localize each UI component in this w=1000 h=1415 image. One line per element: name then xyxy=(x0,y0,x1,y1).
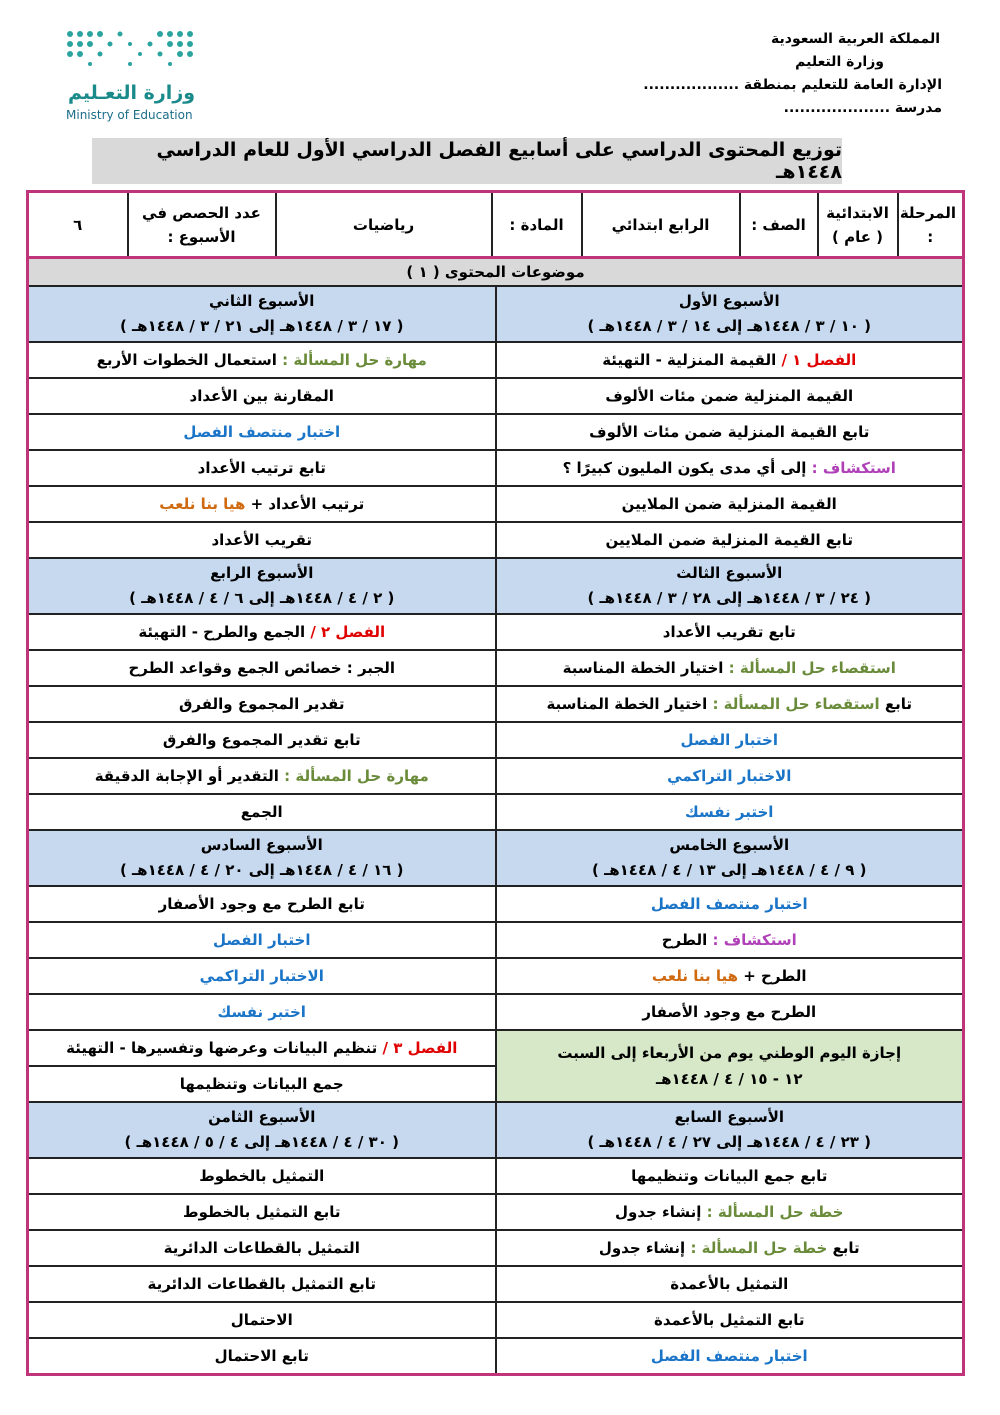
lesson-cell xyxy=(496,450,964,486)
lesson-cell: تقريب الأعداد xyxy=(28,522,496,558)
periods-value: ٦ xyxy=(28,192,128,259)
lesson-cell: القيمة المنزلية ضمن الملايين xyxy=(496,486,964,522)
week-name: الأسبوع الرابع xyxy=(210,564,314,582)
lesson-cell: تابع تقدير المجموع والفرق xyxy=(28,722,496,758)
game-label: هيا بنا نلعب xyxy=(159,495,246,513)
skill-label: خطة حل المسألة : xyxy=(706,1203,844,1221)
week-dates: ( ١٧ / ٣ / ١٤٤٨هـ إلى ٢١ / ٣ / ١٤٤٨هـ ) xyxy=(119,317,404,335)
lesson-text: ترتيب الأعداد + xyxy=(245,495,365,513)
lesson-cell xyxy=(496,342,964,378)
lesson-cell xyxy=(496,650,964,686)
lesson-cell xyxy=(496,958,964,994)
lesson-cell: تابع القيمة المنزلية ضمن الملايين xyxy=(496,522,964,558)
lesson-cell xyxy=(28,614,496,650)
lesson-cell: الجمع xyxy=(28,794,496,830)
stage-label: المرحلة : xyxy=(898,192,964,259)
skill-label: مهارة حل المسألة : xyxy=(284,767,429,785)
game-label: هيا بنا نلعب xyxy=(651,967,739,985)
lesson-cell: تابع التمثيل بالخطوط xyxy=(28,1194,496,1230)
week-header xyxy=(496,286,964,342)
document-title: توزيع المحتوى الدراسي على أسابيع الفصل الدراسي الأول للعام الدراسي ١٤٤٨هـ xyxy=(92,138,842,184)
lesson-cell: التمثيل بالقطاعات الدائرية xyxy=(28,1230,496,1266)
test-cell: الاختبار التراكمي xyxy=(28,958,496,994)
explore-label: استكشاف : xyxy=(811,459,896,477)
lesson-cell: تابع الطرح مع وجود الأصفار xyxy=(28,886,496,922)
lesson-cell: التمثيل بالخطوط xyxy=(28,1158,496,1194)
info-row xyxy=(28,192,964,259)
week-name: الأسبوع الأول xyxy=(678,292,780,310)
holiday-title: إجازة اليوم الوطني يوم من الأربعاء إلى السبت xyxy=(557,1044,902,1062)
kingdom-name: المملكة العربية السعودية xyxy=(771,31,940,47)
subject-label: المادة : xyxy=(492,192,582,259)
test-cell: اختبر نفسك xyxy=(496,794,964,830)
week-header xyxy=(28,1102,496,1158)
lesson-cell xyxy=(496,1194,964,1230)
logo-dots-icon xyxy=(60,26,210,76)
grade-label: الصف : xyxy=(740,192,818,259)
lesson-cell xyxy=(28,1030,496,1066)
lesson-text: الطرح xyxy=(661,931,713,949)
lesson-cell: تابع القيمة المنزلية ضمن مئات الألوف xyxy=(496,414,964,450)
lesson-cell: تابع تقريب الأعداد xyxy=(496,614,964,650)
lesson-cell: تابع الاحتمال xyxy=(28,1338,496,1375)
lesson-cell: تابع التمثيل بالقطاعات الدائرية xyxy=(28,1266,496,1302)
admin-line: الإدارة العامة للتعليم بمنطقة .................. xyxy=(643,77,942,93)
lesson-cell: الجبر : خصائص الجمع وقواعد الطرح xyxy=(28,650,496,686)
lesson-text: إلى أي مدى يكون المليون كبيرًا ؟ xyxy=(562,459,812,477)
week-name: الأسبوع الخامس xyxy=(669,836,790,854)
skill-label: استقصاء حل المسألة : xyxy=(712,695,880,713)
lesson-cell xyxy=(28,342,496,378)
periods-label: عدد الحصص في الأسبوع : xyxy=(128,192,276,259)
week-dates: ( ١٠ / ٣ / ١٤٤٨هـ إلى ١٤ / ٣ / ١٤٤٨هـ ) xyxy=(587,317,872,335)
test-cell: اختبر نفسك xyxy=(28,994,496,1030)
lesson-cell: تابع جمع البيانات وتنظيمها xyxy=(496,1158,964,1194)
week-header xyxy=(28,830,496,886)
week-dates: ( ٩ / ٤ / ١٤٤٨هـ إلى ١٣ / ٤ / ١٤٤٨هـ ) xyxy=(592,861,867,879)
test-cell: اختبار الفصل xyxy=(28,922,496,958)
week-dates: ( ٢٣ / ٤ / ١٤٤٨هـ إلى ٢٧ / ٤ / ١٤٤٨هـ ) xyxy=(587,1133,872,1151)
lesson-cell: الطرح مع وجود الأصفار xyxy=(496,994,964,1030)
stage-value: الابتدائية ( عام ) xyxy=(818,192,898,259)
week-name: الأسبوع الثاني xyxy=(209,292,315,310)
lesson-cell: تابع ترتيب الأعداد xyxy=(28,450,496,486)
logo-english-text: Ministry of Education xyxy=(66,108,193,122)
lesson-cell: التمثيل بالأعمدة xyxy=(496,1266,964,1302)
lesson-cell xyxy=(496,1230,964,1266)
week-header xyxy=(496,558,964,614)
week-name: الأسبوع السادس xyxy=(200,836,323,854)
grade-value: الرابع ابتدائي xyxy=(582,192,740,259)
lesson-cell: جمع البيانات وتنظيمها xyxy=(28,1066,496,1102)
week-header xyxy=(496,1102,964,1158)
week-dates: ( ١٦ / ٤ / ١٤٤٨هـ إلى ٢٠ / ٤ / ١٤٤٨هـ ) xyxy=(119,861,404,879)
chapter-label: الفصل ١ / xyxy=(781,351,857,369)
lesson-text: استعمال الخطوات الأربع xyxy=(96,351,283,369)
lesson-cell xyxy=(496,922,964,958)
week-name: الأسبوع السابع xyxy=(674,1108,785,1126)
week-dates: ( ٣٠ / ٤ / ١٤٤٨هـ إلى ٤ / ٥ / ١٤٤٨هـ ) xyxy=(124,1133,399,1151)
chapter-label: الفصل ٣ / xyxy=(382,1039,458,1057)
lesson-text: تابع xyxy=(827,1239,860,1257)
topics-header: موضوعات المحتوى ( ١ ) xyxy=(28,258,964,287)
lesson-cell xyxy=(28,486,496,522)
skill-label: خطة حل المسألة : xyxy=(690,1239,828,1257)
lesson-cell xyxy=(28,758,496,794)
lesson-text: إنشاء جدول xyxy=(615,1203,707,1221)
school-line: مدرسة .................... xyxy=(783,100,942,116)
lesson-cell: المقارنة بين الأعداد xyxy=(28,378,496,414)
week-header xyxy=(28,286,496,342)
lesson-cell: تقدير المجموع والفرق xyxy=(28,686,496,722)
test-cell: اختبار منتصف الفصل xyxy=(28,414,496,450)
lesson-cell: الاحتمال xyxy=(28,1302,496,1338)
logo-arabic-text: وزارة التعـليم xyxy=(68,82,196,104)
lesson-cell: تابع التمثيل بالأعمدة xyxy=(496,1302,964,1338)
lesson-text: تابع xyxy=(879,695,913,713)
lesson-text: تنظيم البيانات وعرضها وتفسيرها - التهيئة xyxy=(66,1039,383,1057)
test-cell: اختبار منتصف الفصل xyxy=(496,886,964,922)
chapter-label: الفصل ٢ / xyxy=(310,623,386,641)
schedule-table xyxy=(26,190,965,260)
week-dates: ( ٢٤ / ٣ / ١٤٤٨هـ إلى ٢٨ / ٣ / ١٤٤٨هـ ) xyxy=(587,589,872,607)
lesson-text: اختيار الخطة المناسبة xyxy=(546,695,713,713)
test-cell: الاختبار التراكمي xyxy=(496,758,964,794)
holiday-dates: ١٢ - ١٥ / ٤ / ١٤٤٨هـ xyxy=(656,1070,803,1088)
subject-value: رياضيات xyxy=(276,192,492,259)
content-table xyxy=(26,256,965,1376)
week-header xyxy=(496,830,964,886)
lesson-text: اختيار الخطة المناسبة xyxy=(562,659,729,677)
week-header xyxy=(28,558,496,614)
test-cell: اختبار الفصل xyxy=(496,722,964,758)
lesson-cell xyxy=(496,686,964,722)
lesson-text: الجمع والطرح - التهيئة xyxy=(138,623,311,641)
header-block xyxy=(632,28,942,120)
ministry-logo xyxy=(60,26,210,126)
week-dates: ( ٢ / ٤ / ١٤٤٨هـ إلى ٦ / ٤ / ١٤٤٨هـ ) xyxy=(129,589,395,607)
test-cell: اختبار منتصف الفصل xyxy=(496,1338,964,1375)
skill-label: مهارة حل المسألة : xyxy=(282,351,427,369)
lesson-cell: القيمة المنزلية ضمن مئات الألوف xyxy=(496,378,964,414)
lesson-text: إنشاء جدول xyxy=(598,1239,691,1257)
lesson-text: الطرح + xyxy=(738,967,807,985)
week-name: الأسبوع الثامن xyxy=(208,1108,316,1126)
lesson-text: القيمة المنزلية - التهيئة xyxy=(602,351,782,369)
lesson-text: التقدير أو الإجابة الدقيقة xyxy=(94,767,285,785)
week-name: الأسبوع الثالث xyxy=(676,564,783,582)
holiday-cell xyxy=(496,1030,964,1102)
skill-label: استقصاء حل المسألة : xyxy=(728,659,896,677)
explore-label: استكشاف : xyxy=(712,931,797,949)
ministry-name: وزارة التعليم xyxy=(795,54,884,70)
